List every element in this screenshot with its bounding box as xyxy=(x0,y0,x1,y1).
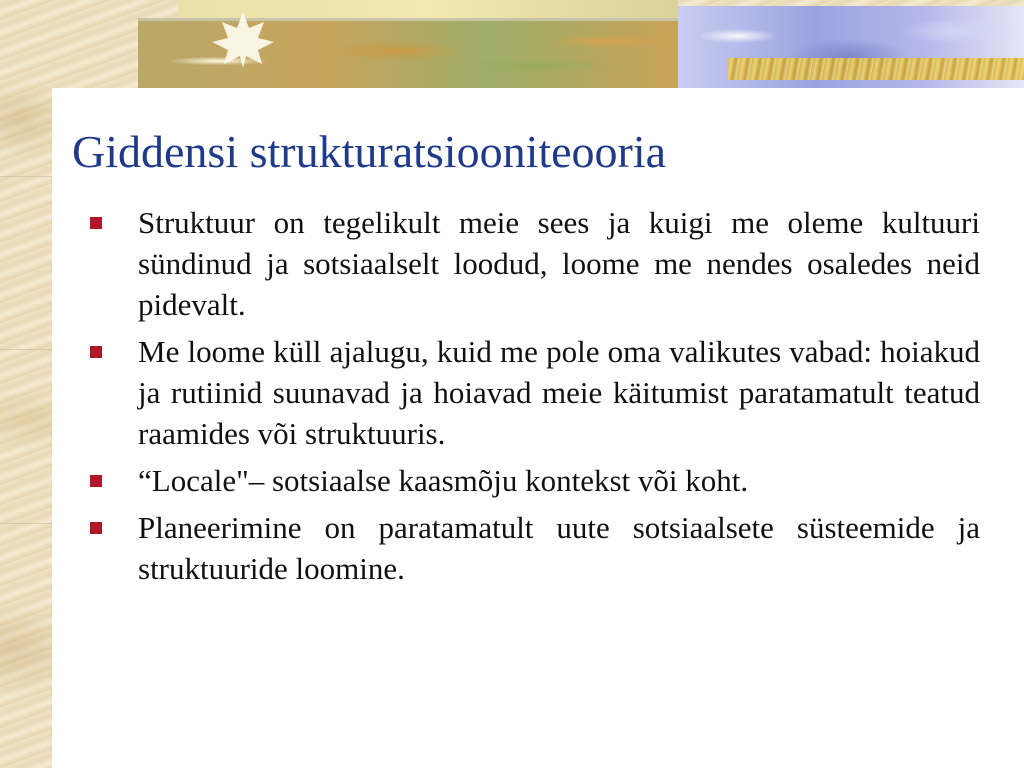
bullet-text: Planeerimine on paratamatult uute sotsiaalsete süsteemide ja struktuuride loomine. xyxy=(138,510,980,586)
texture-seam xyxy=(0,176,52,177)
bullet-item xyxy=(52,507,980,589)
bullet-text: Struktuur on tegelikult meie sees ja kuigi me oleme kultuuri sündinud ja sotsiaalselt loodud, loome me nendes osaledes neid pidevalt. xyxy=(138,205,980,322)
texture-seam xyxy=(0,523,52,524)
slide-content-panel xyxy=(52,88,1024,768)
bullet-item xyxy=(52,202,980,325)
bullet-text: Me loome küll ajalugu, kuid me pole oma valikutes vabad: hoiakud ja rutiinid suunavad ja hoiavad meie käitumist paratamatult teatud raamides või struktuuris. xyxy=(138,334,980,451)
slide-title: Giddensi strukturatsiooniteooria xyxy=(72,126,667,177)
bullet-item xyxy=(52,331,980,454)
decorative-leaf-banner xyxy=(138,0,1024,88)
square-bullet-icon xyxy=(90,522,102,534)
square-bullet-icon xyxy=(90,217,102,229)
square-bullet-icon xyxy=(90,475,102,487)
banner-gold-grass xyxy=(728,58,1024,80)
bullet-item xyxy=(52,460,980,501)
bullet-text: “Locale"– sotsiaalse kaasmõju kontekst või koht. xyxy=(138,463,749,498)
square-bullet-icon xyxy=(90,346,102,358)
bullet-list xyxy=(52,202,980,595)
texture-seam xyxy=(0,349,52,350)
maple-leaf-icon xyxy=(208,10,278,70)
